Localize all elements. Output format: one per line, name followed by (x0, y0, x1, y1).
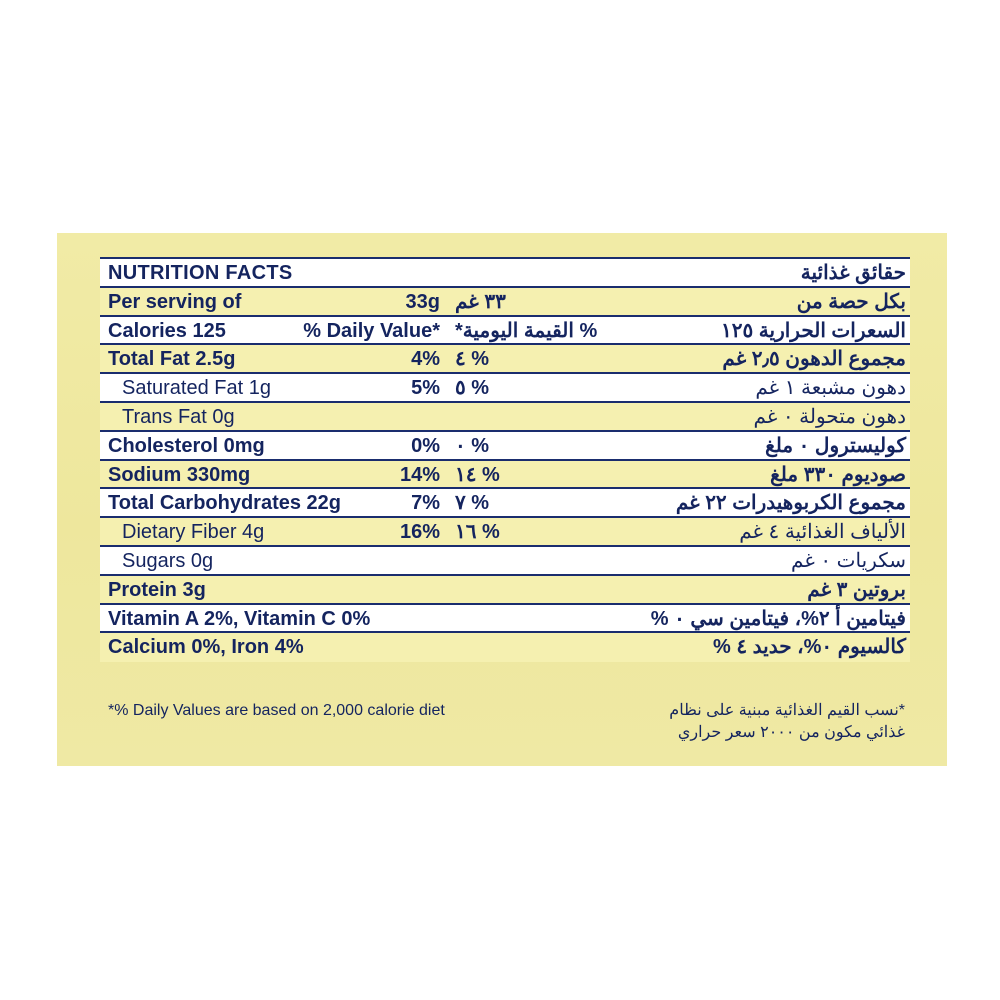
row-value-ar: ١٦ % (455, 521, 500, 544)
row-calories (100, 317, 910, 346)
row-label-en: Total Fat 2.5g (108, 348, 236, 371)
row-label-ar: صوديوم ٣٣٠ ملغ (770, 463, 906, 486)
row-label-en: Sodium 330mg (108, 463, 251, 486)
row-label-ar: السعرات الحرارية ١٢٥ (720, 319, 906, 342)
row-value-ar: ١٤ % (455, 463, 500, 486)
row-label-en: Calories 125 (108, 319, 226, 342)
row-value-en: 7% (411, 492, 440, 515)
row-value-en: 5% (411, 377, 440, 400)
row-value-en: 33g (405, 290, 440, 313)
row-minerals (100, 633, 910, 662)
title-en: NUTRITION FACTS (108, 262, 293, 284)
row-vitamins (100, 605, 910, 634)
row-protein (100, 576, 910, 605)
row-value-ar: ٣٣ غم (455, 290, 506, 313)
row-cholesterol (100, 432, 910, 461)
footnote-en: *% Daily Values are based on 2,000 calorie diet (108, 702, 445, 719)
footnote-ar-line-2: غذائي مكون من ٢٠٠٠ سعر حراري (677, 724, 905, 741)
row-value-en: % Daily Value* (303, 319, 440, 342)
row-saturated-fat (100, 374, 910, 403)
row-label-ar: كالسيوم ٠%، حديد ٤ % (713, 636, 906, 659)
row-label-ar: سكريات ٠ غم (791, 549, 906, 572)
row-value-en: 4% (411, 348, 440, 371)
row-trans-fat (100, 403, 910, 432)
title-ar: حقائق غذائية (800, 262, 906, 284)
row-label-ar: بكل حصة من (796, 290, 906, 313)
row-value-en: 14% (399, 463, 440, 486)
row-label-ar: دهون متحولة ٠ غم (753, 405, 906, 428)
row-label-ar: دهون مشبعة ١ غم (755, 377, 906, 400)
row-label-en: Sugars 0g (122, 549, 214, 572)
row-value-ar: ٤ % (455, 348, 490, 371)
nutrition-table (100, 257, 910, 662)
row-label-en: Per serving of (108, 290, 242, 313)
row-label-en: Total Carbohydrates 22g (108, 492, 342, 515)
footnote-ar-line-1: *نسب القيم الغذائية مبنية على نظام (669, 702, 905, 719)
row-label-en: Protein 3g (108, 578, 206, 601)
row-value-ar: ٥ % (455, 377, 490, 400)
row-label-ar: مجموع الكربوهيدرات ٢٢ غم (675, 492, 906, 515)
row-sugars (100, 547, 910, 576)
row-label-ar: كوليسترول ٠ ملغ (765, 434, 906, 457)
row-sodium (100, 461, 910, 490)
row-total-carbohydrates (100, 489, 910, 518)
row-value-ar: ٠ % (455, 434, 490, 457)
row-label-en: Vitamin A 2%, Vitamin C 0% (108, 607, 371, 630)
row-label-ar: فيتامين أ ٢%، فيتامين سي ٠ % (650, 607, 906, 630)
row-per-serving (100, 288, 910, 317)
row-label-ar: الألياف الغذائية ٤ غم (739, 521, 906, 544)
row-value-en: 0% (411, 434, 440, 457)
row-dietary-fiber (100, 518, 910, 547)
row-value-ar: ٧ % (455, 492, 490, 515)
row-total-fat (100, 345, 910, 374)
row-label-en: Trans Fat 0g (122, 405, 235, 428)
row-value-ar: % القيمة اليومية* (455, 319, 598, 342)
row-label-en: Cholesterol 0mg (108, 434, 265, 457)
row-label-ar: مجموع الدهون ٢٫٥ غم (722, 348, 906, 371)
title-row (100, 259, 910, 288)
footnote-ar (669, 700, 905, 744)
row-label-en: Calcium 0%, Iron 4% (108, 636, 304, 659)
row-label-ar: بروتين ٣ غم (807, 578, 906, 601)
row-value-en: 16% (399, 521, 440, 544)
row-label-en: Dietary Fiber 4g (122, 521, 265, 544)
row-label-en: Saturated Fat 1g (122, 377, 271, 400)
